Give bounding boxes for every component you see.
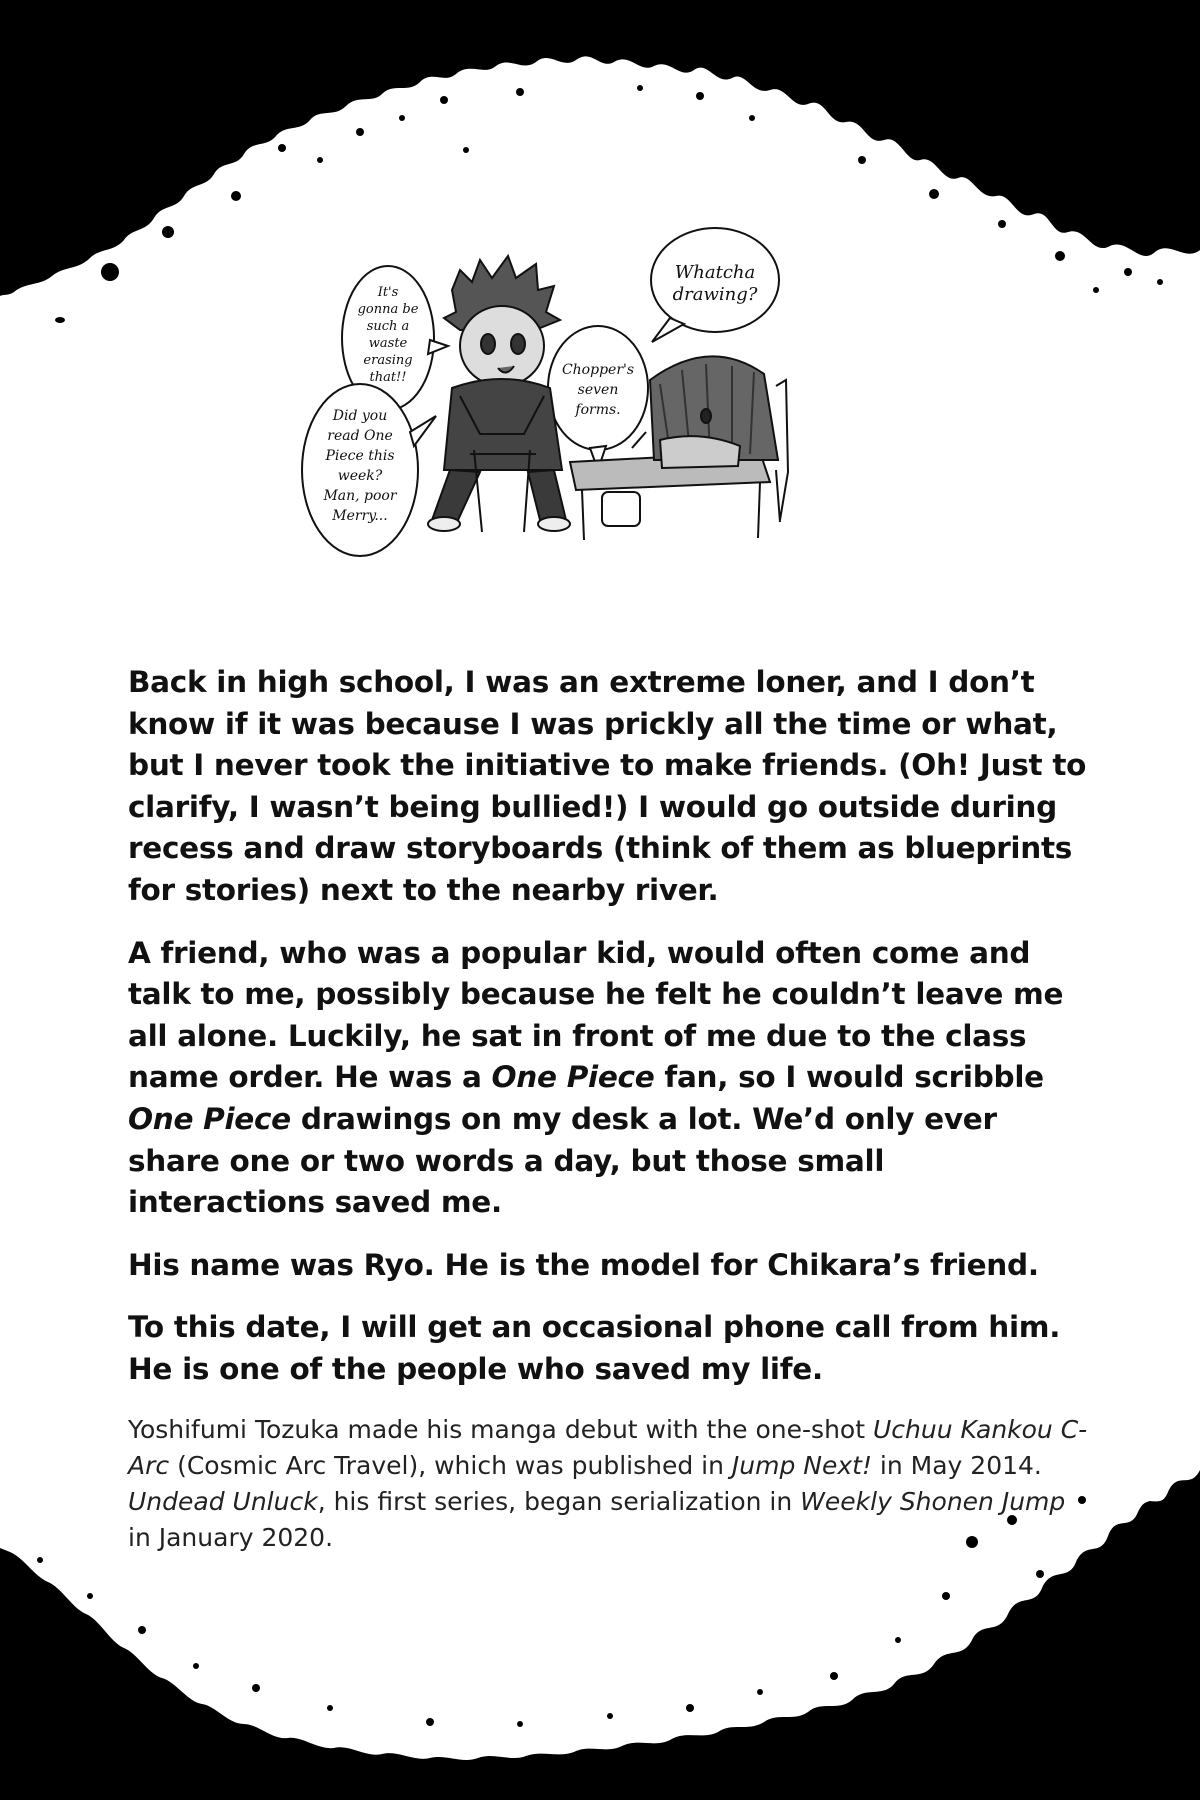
bio-text: , his first series, began serialization in [317,1486,801,1516]
bio-title: Undead Unluck [128,1486,318,1516]
bubble-text: Whatcha [674,262,756,283]
speech-bubble-one-piece [302,384,436,556]
paragraph-2 [128,933,1088,1224]
bubble-text: erasing [363,353,413,368]
bubble-text: Chopper's [561,362,635,378]
paragraph-4: To this date, I will get an occasional phone call from him. He is one of the people who saved my life. [128,1310,1061,1386]
bubble-text: drawing? [672,284,758,305]
bubble-text: that!! [369,370,407,385]
bubble-text: Merry... [332,508,388,524]
author-bio [128,1412,1088,1556]
bubble-text: gonna be [357,302,419,317]
bubble-text: read One [327,428,393,444]
body-text [128,662,1088,1556]
friend-character [428,256,570,532]
bio-text: in January 2020. [128,1522,334,1552]
p2-title: One Piece [491,1060,655,1095]
bubble-text: such a [366,319,410,334]
speech-bubble-chopper [548,326,648,470]
bio-text: Yoshifumi Tozuka made his manga debut with the one-shot [128,1414,873,1444]
bubble-text: Man, poor [323,488,397,504]
speech-bubble-whatcha [651,228,779,342]
p2-text: drawings on my desk a lot. We’d only ever share one or two words a day, but those small interactions saved me. [128,1101,997,1220]
author-character [632,356,788,522]
bubble-text: seven [577,382,619,398]
bio-title: Jump Next! [731,1450,872,1480]
bio-title: Uchuu Kankou C-Arc [128,1414,1088,1480]
bubble-text: forms. [575,402,621,418]
bio-text: in May 2014. [871,1450,1042,1480]
paragraph-3: His name was Ryo. He is the model for Chikara’s friend. [128,1247,1039,1282]
bio-title: Weekly Shonen Jump [800,1486,1066,1516]
bubble-text: waste [368,336,408,351]
p2-title: One Piece [128,1101,291,1136]
bio-text: (Cosmic Arc Travel), which was published in [169,1450,732,1480]
paragraph-1: Back in high school, I was an extreme loner, and I don’t know if it was because I was prickly all the time or what, but I never took the initiative to make friends. (Oh! Just to clarify, I wasn’t being bullied!) I would go outside during recess and draw storyboards (think of them as blueprints for stories) next to the nearby river. [128,665,1087,907]
bubble-text: week? [337,468,383,484]
bubble-text: Did you [332,408,388,424]
bubble-text: It's [377,285,399,300]
p2-text: fan, so I would scribble [654,1060,1044,1095]
bubble-text: Piece this [325,448,395,464]
manga-illustration [323,220,900,650]
p2-text: A friend, who was a popular kid, would often come and talk to me, possibly because he felt he couldn’t leave me all alone. Luckily, he sat in front of me due to the class name order. He was a [128,935,1064,1095]
